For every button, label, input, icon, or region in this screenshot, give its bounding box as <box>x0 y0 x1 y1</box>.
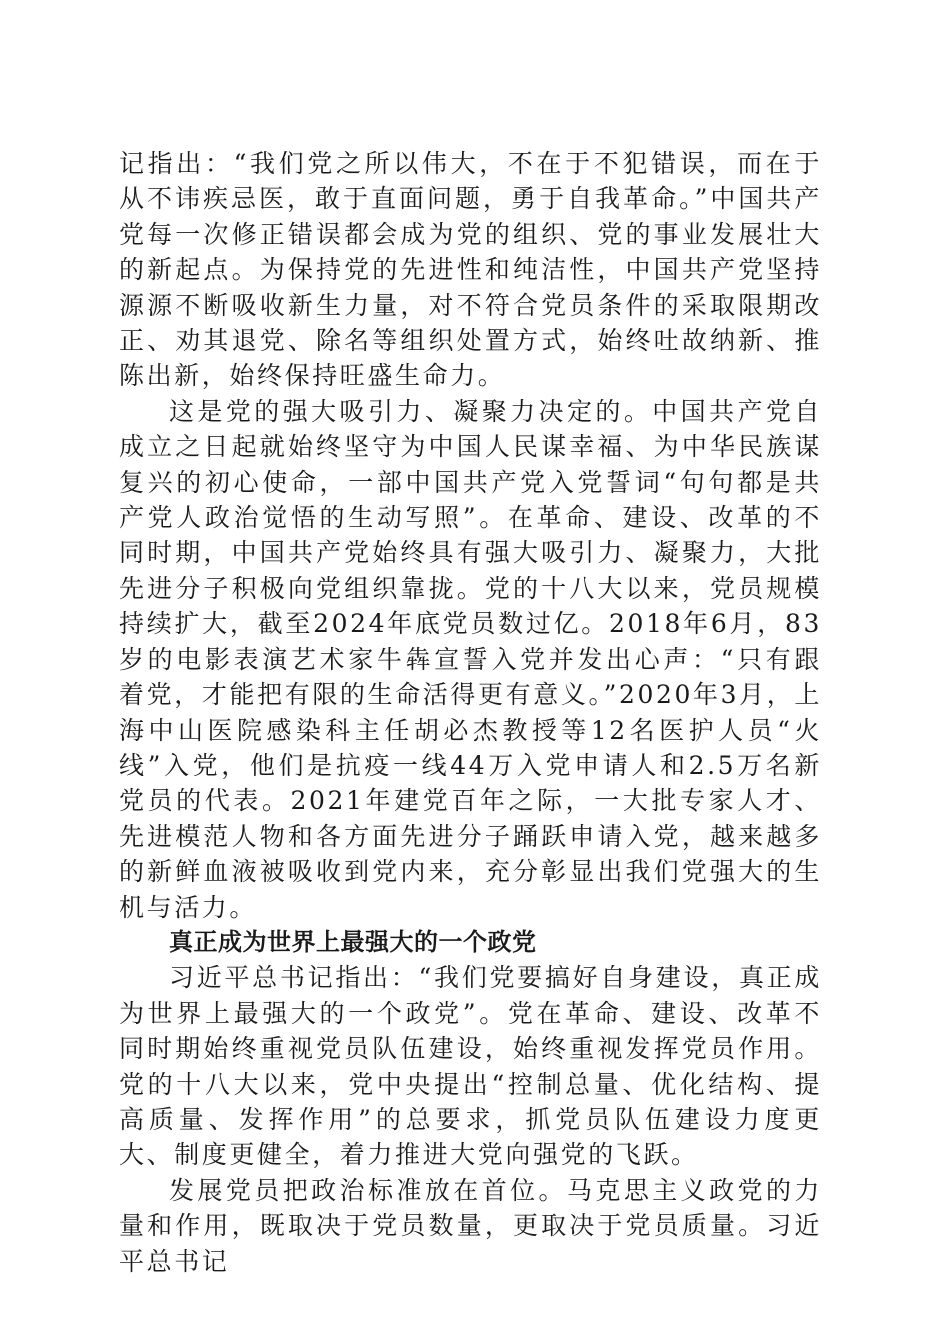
section-heading: 真正成为世界上最强大的一个政党 <box>169 927 537 956</box>
paragraph-continuation: 记指出：“我们党之所以伟大，不在于不犯错误，而在于从不讳疾忌医，敢于直面问题，勇于自我革命。”中国共产党每一次修正错误都会成为党的组织、党的事业发展壮大的新起点。为保持党的先进性和纯洁性，中国共产党坚持源源不断吸收新生力量，对不符合党员条件的采取限期改正、劝其退党、除名等组织处置方式，始终吐故纳新、推陈出新，始终保持旺盛生命力。 <box>119 149 822 391</box>
paragraph-party-appeal: 这是党的强大吸引力、凝聚力决定的。中国共产党自成立之日起就始终坚守为中国人民谋幸福、为中华民族谋复兴的初心使命，一部中国共产党入党誓词“句句都是共产党人政治觉悟的生动写照”。在革命、建设、改革的不同时期，中国共产党始终具有强大吸引力、凝聚力，大批先进分子积极向党组织靠拢。党的十八大以来，党员规模持续扩大，截至2024年底党员数过亿。2018年6月，83岁的电影表演艺术家牛犇宣誓入党并发出心声：“只有跟着党，才能把有限的生命活得更有意义。”2020年3月，上海中山医院感染科主任胡必杰教授等12名医护人员“火线”入党，他们是抗疫一线44万入党申请人和2.5万名新党员的代表。2021年建党百年之际，一大批专家人才、先进模范人物和各方面先进分子踊跃申请入党，越来越多的新鲜血液被吸收到党内来，充分彰显出我们党强大的生机与活力。 <box>119 396 822 922</box>
paragraph-strongest-party: 习近平总书记指出：“我们党要搞好自身建设，真正成为世界上最强大的一个政党”。党在革命、建设、改革不同时期始终重视党员队伍建设，始终重视发挥党员作用。党的十八大以来，党中央提出“控制总量、优化结构、提高质量、发挥作用”的总要求，抓党员队伍建设力度更大、制度更健全，着力推进大党向强党的飞跃。 <box>119 963 822 1170</box>
paragraph-political-standard: 发展党员把政治标准放在首位。马克思主义政党的力量和作用，既取决于党员数量，更取决于党员质量。习近平总书记 <box>119 1175 822 1276</box>
document-body <box>119 146 822 1279</box>
